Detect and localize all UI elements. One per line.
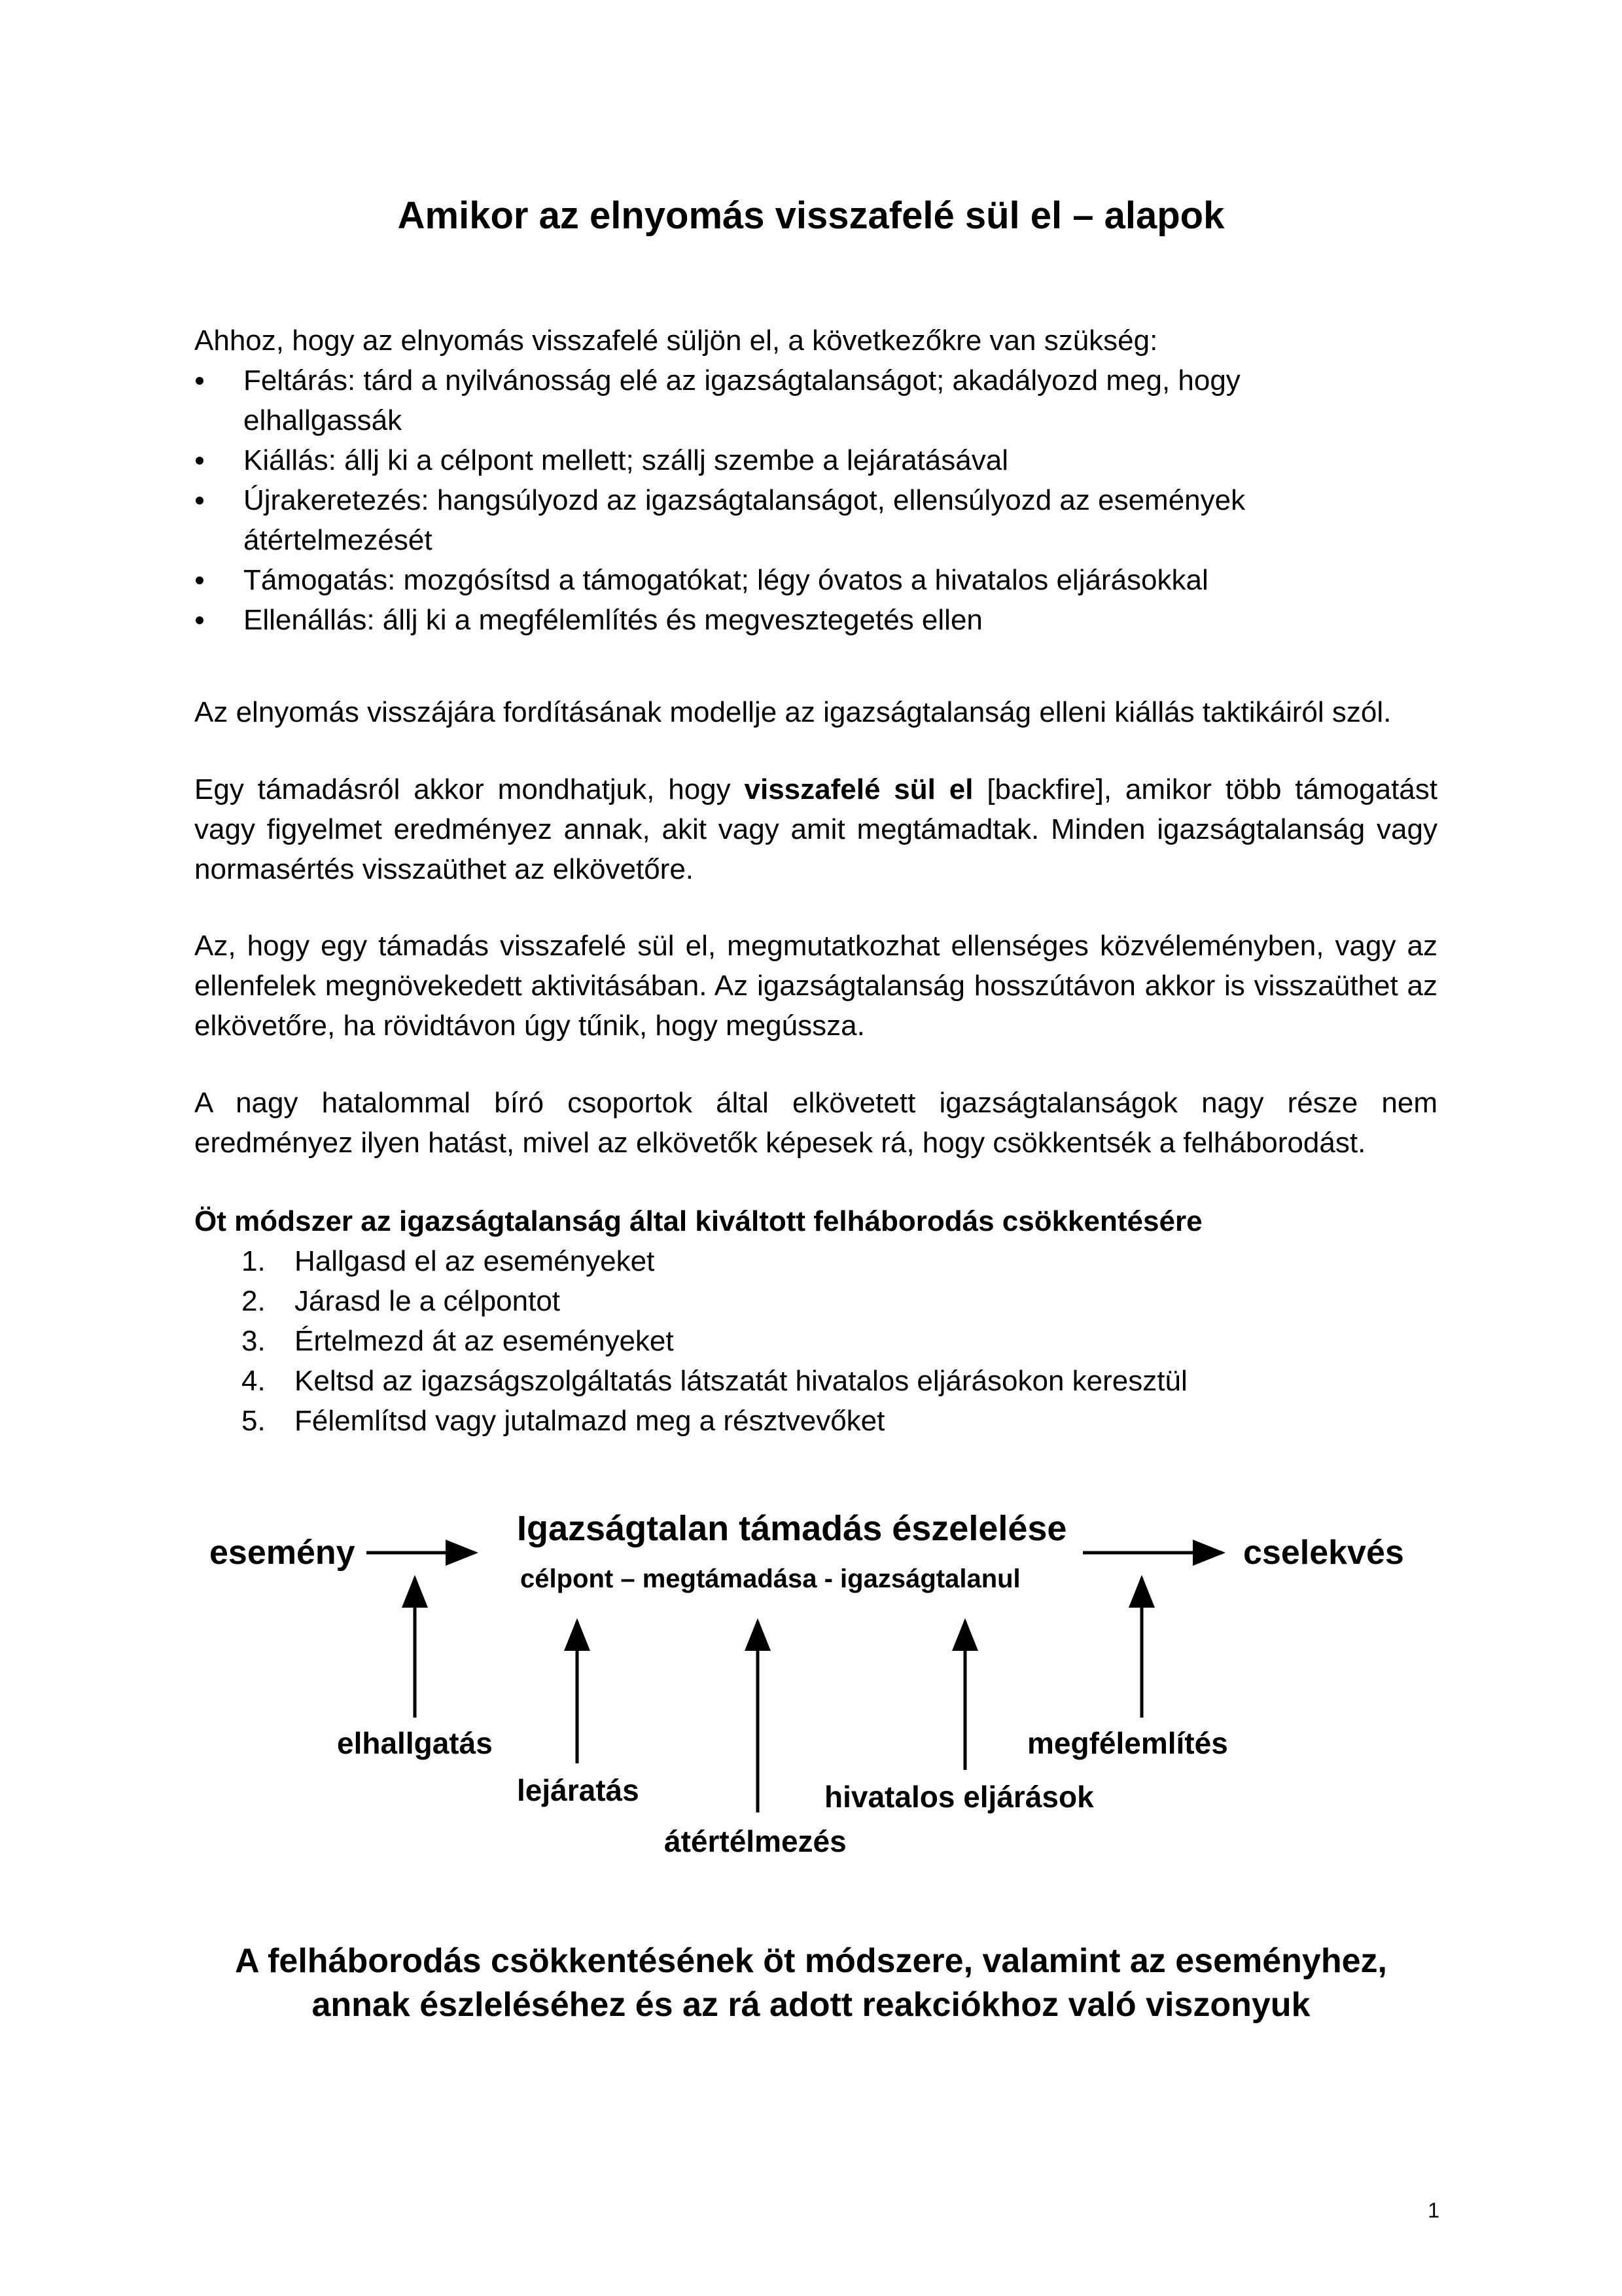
list-item: Kiállás: állj ki a célpont mellett; szállj szembe a lejáratásával: [194, 440, 1437, 480]
list-item: Támogatás: mozgósítsd a támogatókat; légy óvatos a hivatalos eljárásokkal: [194, 560, 1437, 600]
bullet-icon: [196, 616, 203, 624]
methods-section: [194, 1201, 1437, 1441]
bullet-icon: [196, 457, 203, 465]
bullet-icon: [196, 576, 203, 584]
page-title: Amikor az elnyomás visszafelé sül el – alapok: [397, 194, 1225, 237]
list-item: 3. Értelmezd át az eseményeket: [241, 1325, 674, 1357]
bullet-icon: [196, 377, 203, 385]
backfire-term: visszafelé sül el: [744, 773, 974, 805]
intimidation-label: megfélemlítés: [1027, 1726, 1228, 1760]
list-item: 4. Keltsd az igazságszolgáltatás látszatát hivatalos eljárásokon keresztül: [241, 1365, 1188, 1397]
page-number: 1: [1428, 2199, 1439, 2222]
outrage-diagram: [0, 1472, 1622, 1898]
list-item: Újrakeretezés: hangsúlyozd az igazságtalanságot, ellensúlyozd az események átértelmezését: [194, 480, 1437, 560]
paragraph-model: Az elnyomás visszájára fordításának modellje az igazságtalanság elleni kiállás taktikáiról szól.: [194, 696, 1392, 728]
list-item: 5. Félemlítsd vagy jutalmazd meg a résztvevőket: [241, 1405, 885, 1437]
paragraph-powerful-groups: A nagy hatalommal bíró csoportok által elkövetett igazságtalanságok nagy része nem eredményez ilyen hatást, mivel az elkövetők képesek rá, hogy csökkentsék a felháborodást.: [194, 1087, 1437, 1159]
list-item: 1. Hallgasd el az eseményeket: [241, 1245, 655, 1277]
perception-title: Igazságtalan támadás észelelése: [517, 1509, 1067, 1548]
paragraph-backfire: Egy támadásról akkor mondhatjuk, hogy visszafelé sül el [backfire], amikor több támogatást vagy figyelmet eredményez annak, akit vagy amit megtámadtak. Minden igazságtalanság vagy normasértés visszaüthet az elkövetőre.: [194, 773, 1437, 885]
list-item: 2. Járasd le a célpontot: [241, 1285, 561, 1317]
devaluation-label: lejáratás: [517, 1773, 639, 1807]
paragraph-hostile-opinion: Az, hogy egy támadás visszafelé sül el, megmutatkozhat ellenséges közvéleményben, vagy az ellenfelek megnövekedett aktivitásában. Az igazságtalanság hosszútávon akkor is visszaüthet az elkövetőre, ha rövidtávon úgy tűnik, hogy megússza.: [194, 930, 1437, 1042]
bullet-icon: [196, 497, 203, 504]
intro-lead: Ahhoz, hogy az elnyomás visszafelé süljön el, a következőkre van szükség:: [194, 325, 1158, 357]
requirements-list: [194, 361, 1437, 640]
reinterpretation-label: átértélmezés: [664, 1824, 847, 1858]
event-label: esemény: [209, 1534, 355, 1572]
intro-section: [194, 321, 1437, 640]
action-label: cselekvés: [1243, 1534, 1404, 1572]
official-channels-label: hivatalos eljárások: [824, 1780, 1094, 1814]
list-item: Feltárás: tárd a nyilvánosság elé az igazságtalanságot; akadályozd meg, hogy elhallgassák: [194, 361, 1437, 440]
silencing-label: elhallgatás: [337, 1726, 493, 1760]
figure-caption: A felháborodás csökkentésének öt módszere, valamint az eseményhez, annak észleléséhez és az rá adott reakciókhoz való viszonyuk: [235, 1942, 1387, 2024]
methods-heading: Öt módszer az igazságtalanság által kiváltott felháborodás csökkentésére: [194, 1205, 1203, 1237]
list-item: Ellenállás: állj ki a megfélemlítés és megvesztegetés ellen: [194, 600, 1437, 640]
perception-subtitle: célpont – megtámadása - igazságtalanul: [520, 1564, 1021, 1593]
methods-list: [194, 1241, 1437, 1441]
